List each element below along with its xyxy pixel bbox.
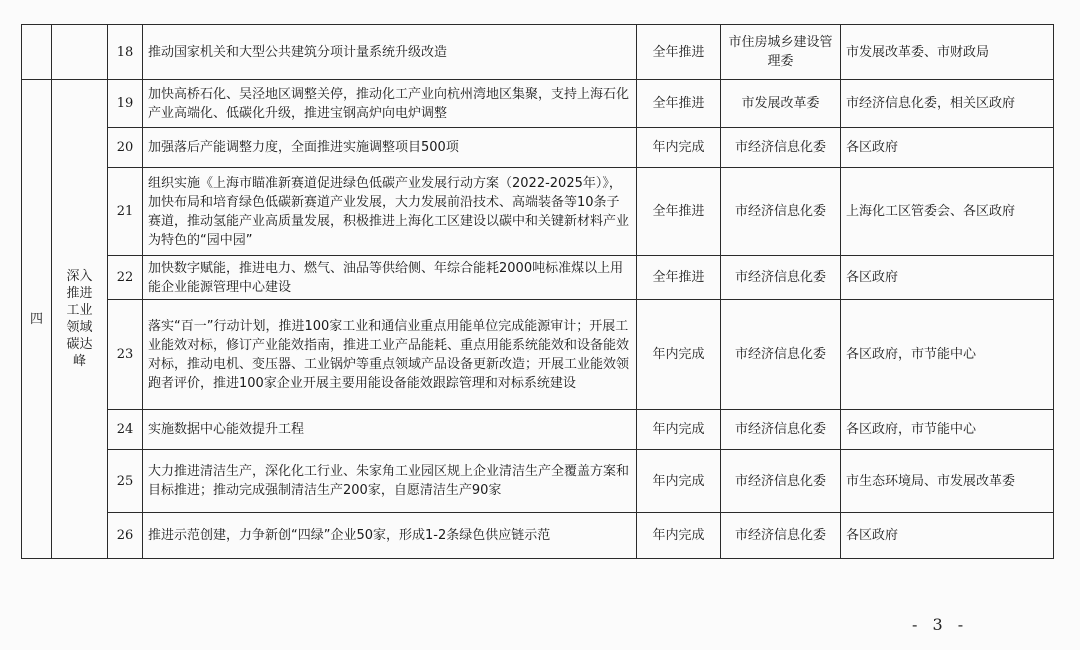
cooperating-units: 市发展改革委、市财政局 (841, 25, 1054, 80)
task-description: 推进示范创建，力争新创“四绿”企业50家，形成1-2条绿色供应链示范 (143, 513, 637, 559)
row-number: 22 (108, 256, 143, 300)
blank-cell (52, 25, 108, 80)
row-number: 25 (108, 450, 143, 513)
task-description: 加强落后产能调整力度，全面推进实施调整项目500项 (143, 128, 637, 168)
lead-unit: 市经济信息化委 (721, 128, 841, 168)
lead-unit: 市经济信息化委 (721, 513, 841, 559)
lead-unit: 市经济信息化委 (721, 300, 841, 410)
row-number: 20 (108, 128, 143, 168)
table-row (22, 168, 1054, 256)
table-row (22, 450, 1054, 513)
row-number: 24 (108, 410, 143, 450)
cooperating-units: 各区政府，市节能中心 (841, 410, 1054, 450)
timeline: 年内完成 (637, 128, 721, 168)
task-description: 组织实施《上海市瞄准新赛道促进绿色低碳产业发展行动方案（2022-2025年）》，加快布局和培育绿色低碳新赛道产业发展，大力发展前沿技术、高端装备等10条子赛道，推动氢能产业高质量发展，积极推进上海化工区建设以碳中和关键新材料产业为特色的“园中园” (143, 168, 637, 256)
lead-unit: 市发展改革委 (721, 80, 841, 128)
row-number: 26 (108, 513, 143, 559)
lead-unit: 市经济信息化委 (721, 256, 841, 300)
task-description: 实施数据中心能效提升工程 (143, 410, 637, 450)
table-row (22, 128, 1054, 168)
row-number: 23 (108, 300, 143, 410)
lead-unit: 市经济信息化委 (721, 450, 841, 513)
row-number: 21 (108, 168, 143, 256)
cooperating-units: 市经济信息化委，相关区政府 (841, 80, 1054, 128)
cooperating-units: 各区政府 (841, 128, 1054, 168)
table-row (22, 80, 1054, 128)
page-number: - 3 - (912, 615, 969, 634)
task-description: 落实“百一”行动计划，推进100家工业和通信业重点用能单位完成能源审计；开展工业能效对标，修订产业能效指南，推进工业产品能耗、重点用能系统能效和设备能效对标，推动电机、变压器、工业锅炉等重点领域产品设备更新改造；开展工业能效领跑者评价，推进100家企业开展主要用能设备能效跟踪管理和对标系统建设 (143, 300, 637, 410)
cooperating-units: 上海化工区管委会、各区政府 (841, 168, 1054, 256)
blank-cell (22, 25, 52, 80)
timeline: 全年推进 (637, 25, 721, 80)
table-row (22, 513, 1054, 559)
timeline: 年内完成 (637, 513, 721, 559)
lead-unit: 市经济信息化委 (721, 410, 841, 450)
table-row (22, 256, 1054, 300)
cooperating-units: 各区政府 (841, 513, 1054, 559)
timeline: 年内完成 (637, 300, 721, 410)
task-description: 推动国家机关和大型公共建筑分项计量系统升级改造 (143, 25, 637, 80)
timeline: 全年推进 (637, 168, 721, 256)
cooperating-units: 市生态环境局、市发展改革委 (841, 450, 1054, 513)
timeline: 全年推进 (637, 256, 721, 300)
section-number: 四 (22, 80, 52, 559)
lead-unit: 市住房城乡建设管理委 (721, 25, 841, 80)
cooperating-units: 各区政府，市节能中心 (841, 300, 1054, 410)
row-number: 19 (108, 80, 143, 128)
table-row (22, 410, 1054, 450)
timeline: 年内完成 (637, 410, 721, 450)
section-title-text: 深入推进工业领域碳达峰 (66, 268, 93, 369)
table-row (22, 25, 1054, 80)
row-number: 18 (108, 25, 143, 80)
cooperating-units: 各区政府 (841, 256, 1054, 300)
lead-unit: 市经济信息化委 (721, 168, 841, 256)
section-title (52, 80, 108, 559)
task-description: 加快数字赋能，推进电力、燃气、油品等供给侧、年综合能耗2000吨标准煤以上用能企业能源管理中心建设 (143, 256, 637, 300)
timeline: 年内完成 (637, 450, 721, 513)
timeline: 全年推进 (637, 80, 721, 128)
table-row (22, 300, 1054, 410)
task-table (21, 24, 1054, 559)
task-description: 加快高桥石化、吴泾地区调整关停，推动化工产业向杭州湾地区集聚，支持上海石化产业高端化、低碳化升级，推进宝钢高炉向电炉调整 (143, 80, 637, 128)
task-description: 大力推进清洁生产，深化化工行业、朱家角工业园区规上企业清洁生产全覆盖方案和目标推进；推动完成强制清洁生产200家，自愿清洁生产90家 (143, 450, 637, 513)
